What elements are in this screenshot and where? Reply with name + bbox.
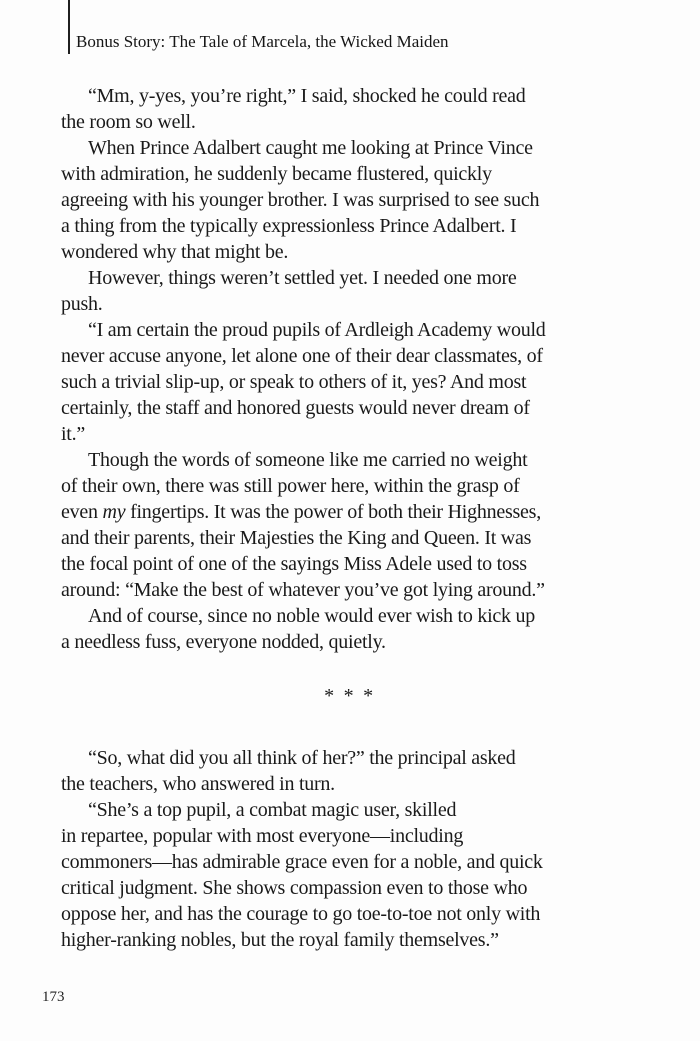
text-line: in repartee, popular with most everyone—including xyxy=(61,825,464,847)
story-body xyxy=(61,83,636,953)
text-line: a needless fuss, everyone nodded, quietly. xyxy=(61,631,386,653)
text-line: such a trivial slip-up, or speak to others of it, yes? And most xyxy=(61,371,527,393)
italic-word: my xyxy=(102,501,126,523)
text-segment: even xyxy=(61,501,103,523)
text-segment: fingertips. It was the power of both their Highnesses, xyxy=(125,501,541,523)
text-line: And of course, since no noble would ever wish to kick up xyxy=(88,605,536,627)
text-line: certainly, the staff and honored guests would never dream of xyxy=(61,397,530,419)
text-line: oppose her, and has the courage to go toe-to-toe not only with xyxy=(61,903,541,925)
text-line: critical judgment. She shows compassion even to those who xyxy=(61,877,528,899)
text-line: commoners—has admirable grace even for a noble, and quick xyxy=(61,851,543,873)
chapter-header-rule xyxy=(68,0,70,54)
text-line: the focal point of one of the sayings Miss Adele used to toss xyxy=(61,553,527,575)
text-line: the room so well. xyxy=(61,111,196,133)
text-line xyxy=(61,499,636,525)
text-line: around: “Make the best of whatever you’ve got lying around.” xyxy=(61,579,545,601)
text-line: push. xyxy=(61,293,103,315)
paragraph xyxy=(61,603,636,655)
paragraph xyxy=(61,265,636,317)
text-line: “She’s a top pupil, a combat magic user, skilled xyxy=(88,799,457,821)
text-line: Though the words of someone like me carried no weight xyxy=(88,449,528,471)
text-line: a thing from the typically expressionless Prince Adalbert. I xyxy=(61,215,517,237)
text-line: wondered why that might be. xyxy=(61,241,289,263)
paragraph xyxy=(61,797,636,953)
text-line: agreeing with his younger brother. I was surprised to see such xyxy=(61,189,540,211)
text-line: the teachers, who answered in turn. xyxy=(61,773,335,795)
text-line: “I am certain the proud pupils of Ardleigh Academy would xyxy=(88,319,546,341)
text-line: “So, what did you all think of her?” the principal asked xyxy=(88,747,516,769)
running-header: Bonus Story: The Tale of Marcela, the Wicked Maiden xyxy=(76,32,449,51)
paragraph xyxy=(61,745,636,797)
text-line: However, things weren’t settled yet. I needed one more xyxy=(88,267,517,289)
text-line: When Prince Adalbert caught me looking at Prince Vince xyxy=(88,137,533,159)
text-line: “Mm, y-yes, you’re right,” I said, shocked he could read xyxy=(88,85,526,107)
paragraph xyxy=(61,447,636,603)
text-line: and their parents, their Majesties the King and Queen. It was xyxy=(61,527,532,549)
paragraph xyxy=(61,317,636,447)
text-line: it.” xyxy=(61,423,85,445)
text-line: of their own, there was still power here, within the grasp of xyxy=(61,475,520,497)
paragraph xyxy=(61,135,636,265)
text-line: never accuse anyone, let alone one of their dear classmates, of xyxy=(61,345,543,367)
scene-break-asterisks: * * * xyxy=(324,685,373,707)
text-line: with admiration, he suddenly became flustered, quickly xyxy=(61,163,492,185)
page-number: 173 xyxy=(42,989,65,1005)
paragraph xyxy=(61,83,636,135)
text-line: higher-ranking nobles, but the royal family themselves.” xyxy=(61,929,499,951)
